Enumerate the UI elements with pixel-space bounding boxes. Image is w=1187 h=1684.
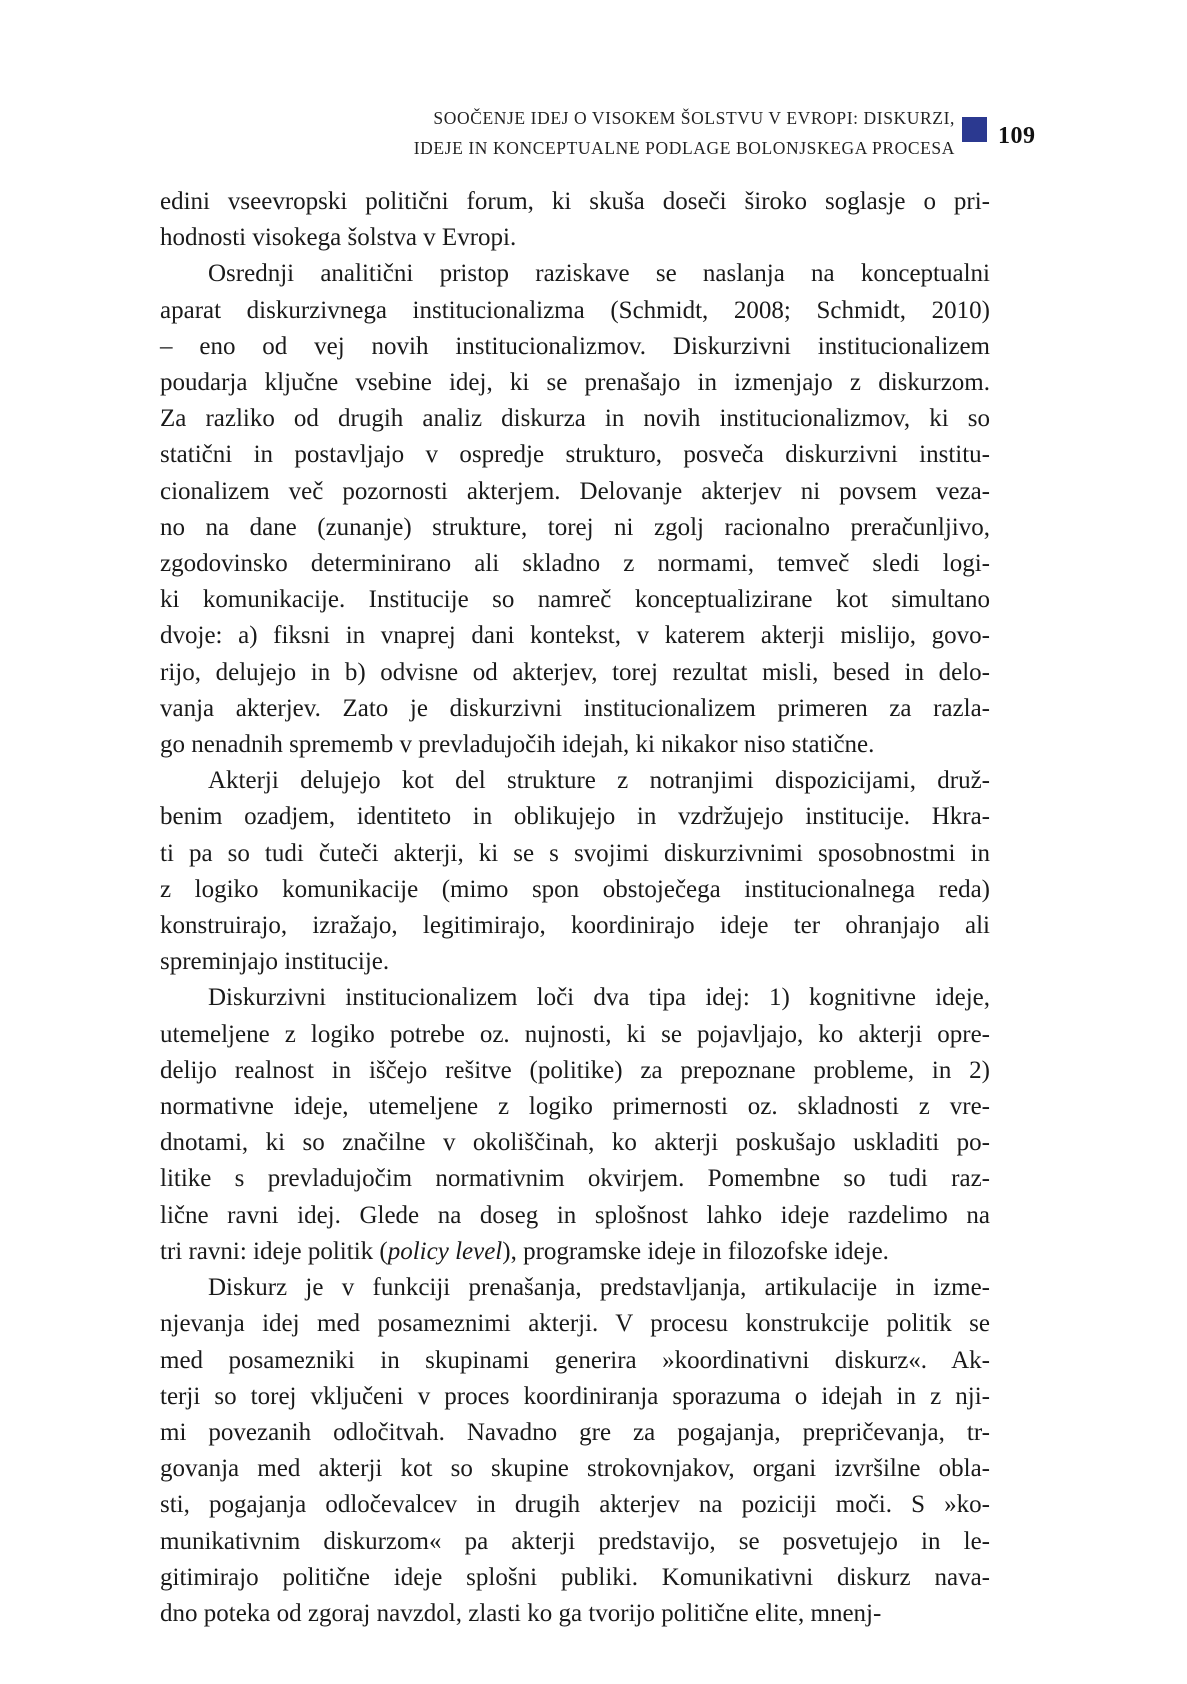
running-header-line-1: SOOČENJE IDEJ O VISOKEM ŠOLSTVU V EVROPI: DISKURZI, bbox=[433, 108, 955, 128]
text-line: dvoje: a) fiksni in vnaprej dani kontekst, v katerem akterji mislijo, govo- bbox=[160, 622, 990, 650]
text-line: cionalizem več pozornosti akterjem. Delovanje akterjev ni povsem veza- bbox=[160, 477, 990, 505]
text-line: rijo, delujejo in b) odvisne od akterjev, torej rezultat misli, besed in delo- bbox=[160, 658, 990, 686]
header-marker-square bbox=[962, 117, 987, 142]
text-line: edini vseevropski politični forum, ki skuša doseči široko soglasje o pri- bbox=[160, 188, 990, 215]
text-line: tri ravni: ideje politik (policy level), programske ideje in filozofske ideje. bbox=[160, 1237, 889, 1265]
text-line: normativne ideje, utemeljene z logiko primernosti oz. skladnosti z vre- bbox=[160, 1093, 990, 1121]
text-line: go nenadnih sprememb v prevladujočih idejah, ki nikakor niso statične. bbox=[160, 731, 875, 759]
text-line: med posamezniki in skupinami generira »koordinativni diskurz«. Ak- bbox=[160, 1346, 990, 1374]
text-line: zgodovinsko determinirano ali skladno z normami, temveč sledi logi- bbox=[160, 550, 990, 578]
text-line: govanja med akterji kot so skupine strokovnjakov, organi izvršilne obla- bbox=[160, 1455, 990, 1483]
running-header bbox=[414, 103, 955, 163]
paragraph bbox=[160, 763, 990, 980]
paragraph bbox=[160, 1270, 990, 1632]
paragraph bbox=[160, 980, 990, 1270]
text-line: aparat diskurzivnega institucionalizma (Schmidt, 2008; Schmidt, 2010) bbox=[160, 296, 990, 324]
text-line: konstruirajo, izražajo, legitimirajo, koordinirajo ideje ter ohranjajo ali bbox=[160, 912, 990, 940]
text-line: spreminjajo institucije. bbox=[160, 948, 390, 976]
text-line: no na dane (zunanje) strukture, torej ni zgolj racionalno preračunljivo, bbox=[160, 513, 990, 541]
text-line: Osrednji analitični pristop raziskave se naslanja na konceptualni bbox=[208, 260, 990, 288]
text-line: gitimirajo politične ideje splošni publiki. Komunikativni diskurz nava- bbox=[160, 1563, 990, 1591]
text-line: mi povezanih odločitvah. Navadno gre za pogajanja, prepričevanja, tr- bbox=[160, 1418, 990, 1446]
text-line: lične ravni idej. Glede na doseg in splošnost lahko ideje razdelimo na bbox=[160, 1201, 990, 1229]
running-header-line-2: IDEJE IN KONCEPTUALNE PODLAGE BOLONJSKEGA PROCESA bbox=[413, 138, 955, 158]
text-line: munikativnim diskurzom« pa akterji predstavijo, se posvetujejo in le- bbox=[160, 1527, 990, 1555]
text-line: dnotami, ki so značilne v okoliščinah, ko akterji poskušajo uskladiti po- bbox=[160, 1129, 990, 1157]
text-line: Akterji delujejo kot del strukture z notranjimi dispozicijami, druž- bbox=[208, 767, 990, 795]
text-line: z logiko komunikacije (mimo spon obstoječega institucionalnega reda) bbox=[160, 875, 990, 903]
body-text bbox=[160, 184, 990, 1632]
paragraph bbox=[160, 184, 990, 256]
text-line: statični in postavljajo v ospredje strukturo, posveča diskurzivni institu- bbox=[160, 441, 990, 469]
text-line: Za razliko od drugih analiz diskurza in novih institucionalizmov, ki so bbox=[160, 405, 990, 433]
text-line: sti, pogajanja odločevalcev in drugih akterjev na poziciji moči. S »ko- bbox=[160, 1491, 990, 1519]
text-line: litike s prevladujočim normativnim okvirjem. Pomembne so tudi raz- bbox=[160, 1165, 990, 1193]
text-line: benim ozadjem, identiteto in oblikujejo in vzdržujejo institucije. Hkra- bbox=[160, 803, 990, 831]
text-line: dno poteka od zgoraj navzdol, zlasti ko ga tvorijo politične elite, mnenj- bbox=[160, 1599, 882, 1627]
text-line: utemeljene z logiko potrebe oz. nujnosti, ki se pojavljajo, ko akterji opre- bbox=[160, 1020, 990, 1048]
paragraph bbox=[160, 256, 990, 763]
text-line: Diskurzivni institucionalizem loči dva tipa idej: 1) kognitivne ideje, bbox=[208, 984, 990, 1012]
text-line: ki komunikacije. Institucije so namreč konceptualizirane kot simultano bbox=[160, 586, 990, 614]
text-line: delijo realnost in iščejo rešitve (politike) za prepoznane probleme, in 2) bbox=[160, 1056, 990, 1084]
text-line: vanja akterjev. Zato je diskurzivni institucionalizem primeren za razla- bbox=[160, 694, 990, 722]
text-line: terji so torej vključeni v proces koordiniranja sporazuma o idejah in z nji- bbox=[160, 1382, 990, 1410]
text-line: hodnosti visokega šolstva v Evropi. bbox=[160, 224, 517, 252]
page-number: 109 bbox=[998, 123, 1036, 149]
text-line: njevanja idej med posameznimi akterji. V procesu konstrukcije politik se bbox=[160, 1310, 990, 1338]
text-line: Diskurz je v funkciji prenašanja, predstavljanja, artikulacije in izme- bbox=[208, 1274, 990, 1302]
text-line: – eno od vej novih institucionalizmov. Diskurzivni institucionalizem bbox=[160, 332, 990, 360]
text-line: poudarja ključne vsebine idej, ki se prenašajo in izmenjajo z diskurzom. bbox=[160, 369, 990, 397]
text-line: ti pa so tudi čuteči akterji, ki se s svojimi diskurzivnimi sposobnostmi in bbox=[160, 839, 990, 867]
